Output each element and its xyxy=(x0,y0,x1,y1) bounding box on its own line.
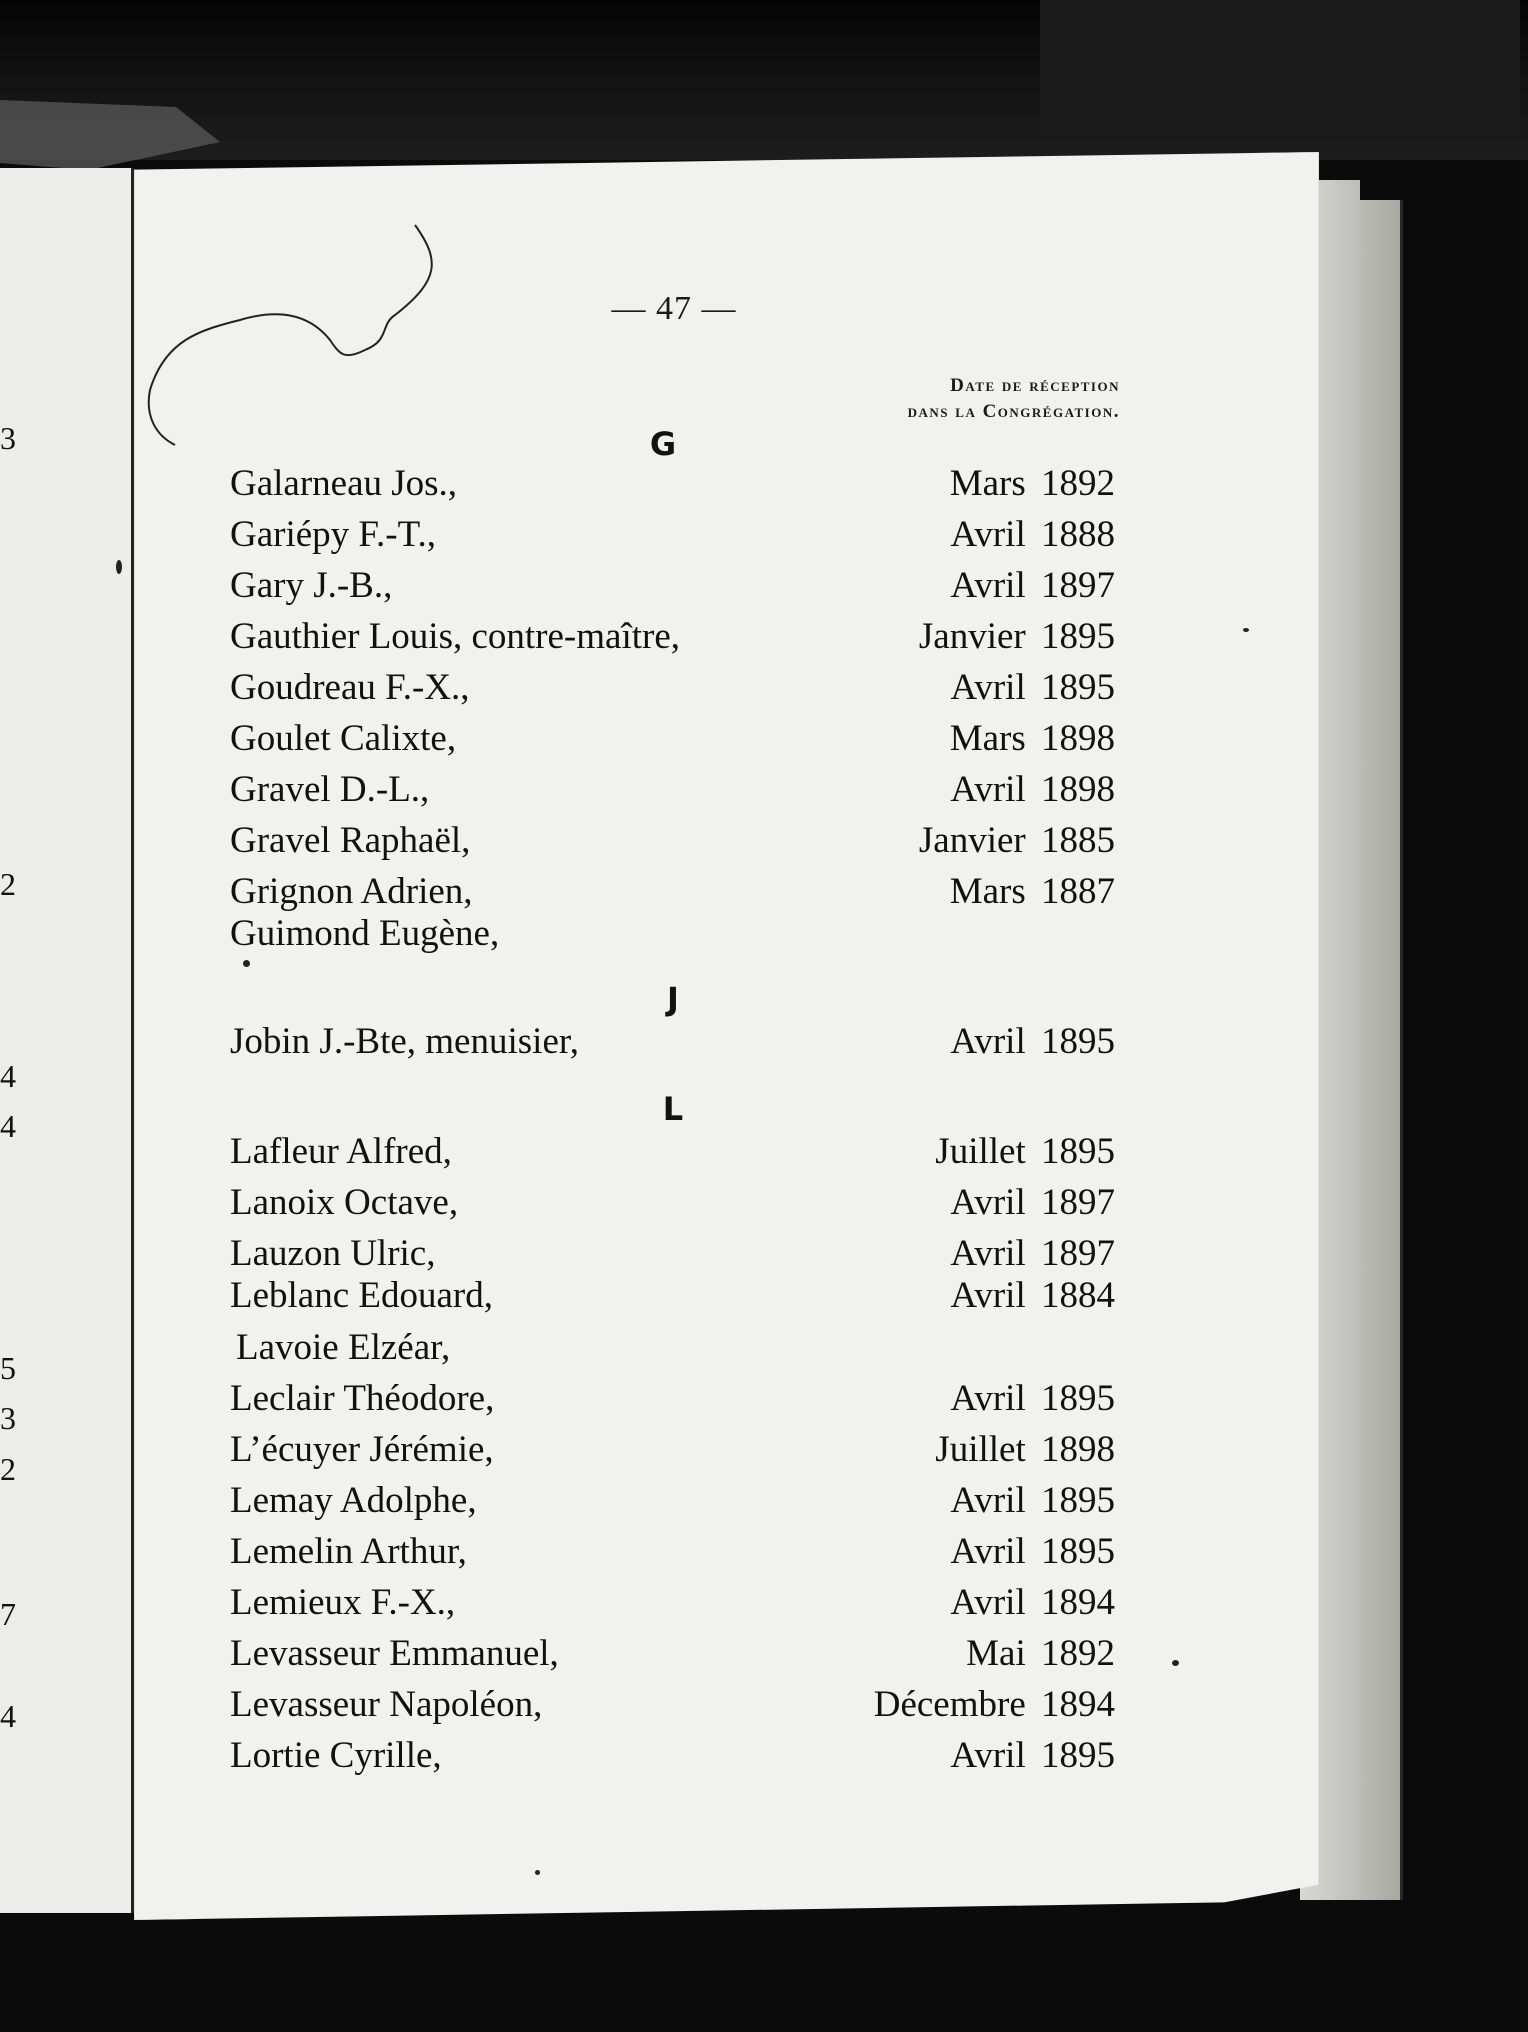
entry-date: Avril 1895 xyxy=(950,1735,1115,1776)
entry-date: Décembre 1894 xyxy=(873,1684,1115,1725)
entry-name: Guimond Eugène, xyxy=(230,913,500,954)
scan-speck xyxy=(1243,628,1249,632)
list-item xyxy=(230,1581,1115,1631)
list-item xyxy=(230,717,1115,767)
scan-background-top-right xyxy=(1040,0,1520,140)
entry-name: Lavoie Elzéar, xyxy=(236,1327,451,1368)
list-item xyxy=(230,1377,1115,1427)
entry-date: Avril 1884 xyxy=(950,1275,1115,1316)
entry-name: Levasseur Emmanuel, xyxy=(230,1633,559,1674)
entry-date: Avril 1895 xyxy=(950,667,1115,708)
entry-name: Lafleur Alfred, xyxy=(230,1131,452,1172)
entry-date: Avril 1895 xyxy=(950,1531,1115,1572)
book-gutter-line xyxy=(131,168,134,1913)
entry-name: Lanoix Octave, xyxy=(230,1182,459,1223)
margin-digit: 4 xyxy=(0,1108,16,1144)
entry-name: Gravel Raphaël, xyxy=(230,820,471,861)
entry-date: Juillet 1895 xyxy=(935,1131,1115,1172)
entry-date: Avril 1897 xyxy=(950,565,1115,606)
entry-name: Goudreau F.-X., xyxy=(230,667,470,708)
list-item xyxy=(230,1326,1115,1376)
entry-date: Avril 1897 xyxy=(950,1233,1115,1274)
entry-date: Juillet 1898 xyxy=(935,1429,1115,1470)
entry-date: Mars 1892 xyxy=(949,463,1115,504)
list-item xyxy=(230,1020,1115,1070)
entry-date: Mars 1887 xyxy=(949,871,1115,912)
list-item xyxy=(230,513,1115,563)
list-item xyxy=(230,1632,1115,1682)
entry-name: Levasseur Napoléon, xyxy=(230,1684,543,1725)
margin-digit: 2 xyxy=(0,1451,16,1487)
entry-name: Leclair Théodore, xyxy=(230,1378,495,1419)
entry-date: Mars 1898 xyxy=(949,718,1115,759)
section-letter: L xyxy=(662,1090,684,1128)
scan-speck xyxy=(116,560,122,574)
scan-speck xyxy=(243,960,250,967)
entry-name: Leblanc Edouard, xyxy=(230,1275,493,1316)
list-item xyxy=(230,615,1115,665)
list-item xyxy=(230,1479,1115,1529)
entry-name: Lauzon Ulric, xyxy=(230,1233,436,1274)
entry-name: Lortie Cyrille, xyxy=(230,1735,442,1776)
list-item xyxy=(230,912,1115,962)
entry-name: Goulet Calixte, xyxy=(230,718,457,759)
entry-name: Gary J.-B., xyxy=(230,565,393,606)
section-letter: G xyxy=(649,425,677,463)
entry-name: L’écuyer Jérémie, xyxy=(230,1429,494,1470)
entry-name: Lemay Adolphe, xyxy=(230,1480,477,1521)
margin-digit: 3 xyxy=(0,1400,16,1436)
list-item xyxy=(230,462,1115,512)
entry-name: Grignon Adrien, xyxy=(230,871,473,912)
page-number: — 47 — xyxy=(611,290,737,327)
list-item xyxy=(230,666,1115,716)
entry-date: Janvier 1885 xyxy=(918,820,1115,861)
entry-name: Galarneau Jos., xyxy=(230,463,458,504)
entry-name: Lemieux F.-X., xyxy=(230,1582,456,1623)
scan-speck xyxy=(535,1870,540,1875)
entry-date: Avril 1895 xyxy=(950,1378,1115,1419)
column-heading xyxy=(790,373,1120,425)
entry-date: Avril 1894 xyxy=(950,1582,1115,1623)
list-item xyxy=(230,1428,1115,1478)
list-item xyxy=(230,1734,1115,1784)
entry-date: Mai 1892 xyxy=(966,1633,1115,1674)
list-item xyxy=(230,768,1115,818)
column-heading-line2: dans la Congrégation. xyxy=(907,401,1120,422)
margin-digit: 7 xyxy=(0,1596,16,1632)
list-item xyxy=(230,1530,1115,1580)
column-heading-line1: Date de réception xyxy=(950,375,1120,396)
entry-name: Gariépy F.-T., xyxy=(230,514,436,555)
entry-date: Avril 1895 xyxy=(950,1021,1115,1062)
entry-name: Gauthier Louis, contre-maître, xyxy=(230,616,680,657)
entry-date: Avril 1897 xyxy=(950,1182,1115,1223)
margin-digit: 4 xyxy=(0,1058,16,1094)
entry-date: Avril 1888 xyxy=(950,514,1115,555)
scan-speck xyxy=(1172,1660,1179,1666)
entry-name: Gravel D.-L., xyxy=(230,769,430,810)
facing-page-margin xyxy=(0,168,132,1913)
list-item xyxy=(230,1181,1115,1231)
list-item xyxy=(230,819,1115,869)
entry-name: Lemelin Arthur, xyxy=(230,1531,467,1572)
section-letter: J xyxy=(667,980,679,1018)
list-item xyxy=(230,1683,1115,1733)
entry-date: Avril 1895 xyxy=(950,1480,1115,1521)
entry-date: Avril 1898 xyxy=(950,769,1115,810)
list-item xyxy=(230,1130,1115,1180)
margin-digit: 2 xyxy=(0,866,16,902)
margin-digit: 3 xyxy=(0,420,16,456)
list-item xyxy=(230,1274,1115,1324)
margin-digit: 5 xyxy=(0,1350,16,1386)
list-item xyxy=(230,564,1115,614)
entry-name: Jobin J.-Bte, menuisier, xyxy=(230,1021,579,1062)
stray-hair-mark xyxy=(140,220,460,460)
entry-date: Janvier 1895 xyxy=(918,616,1115,657)
margin-digit: 4 xyxy=(0,1698,16,1734)
